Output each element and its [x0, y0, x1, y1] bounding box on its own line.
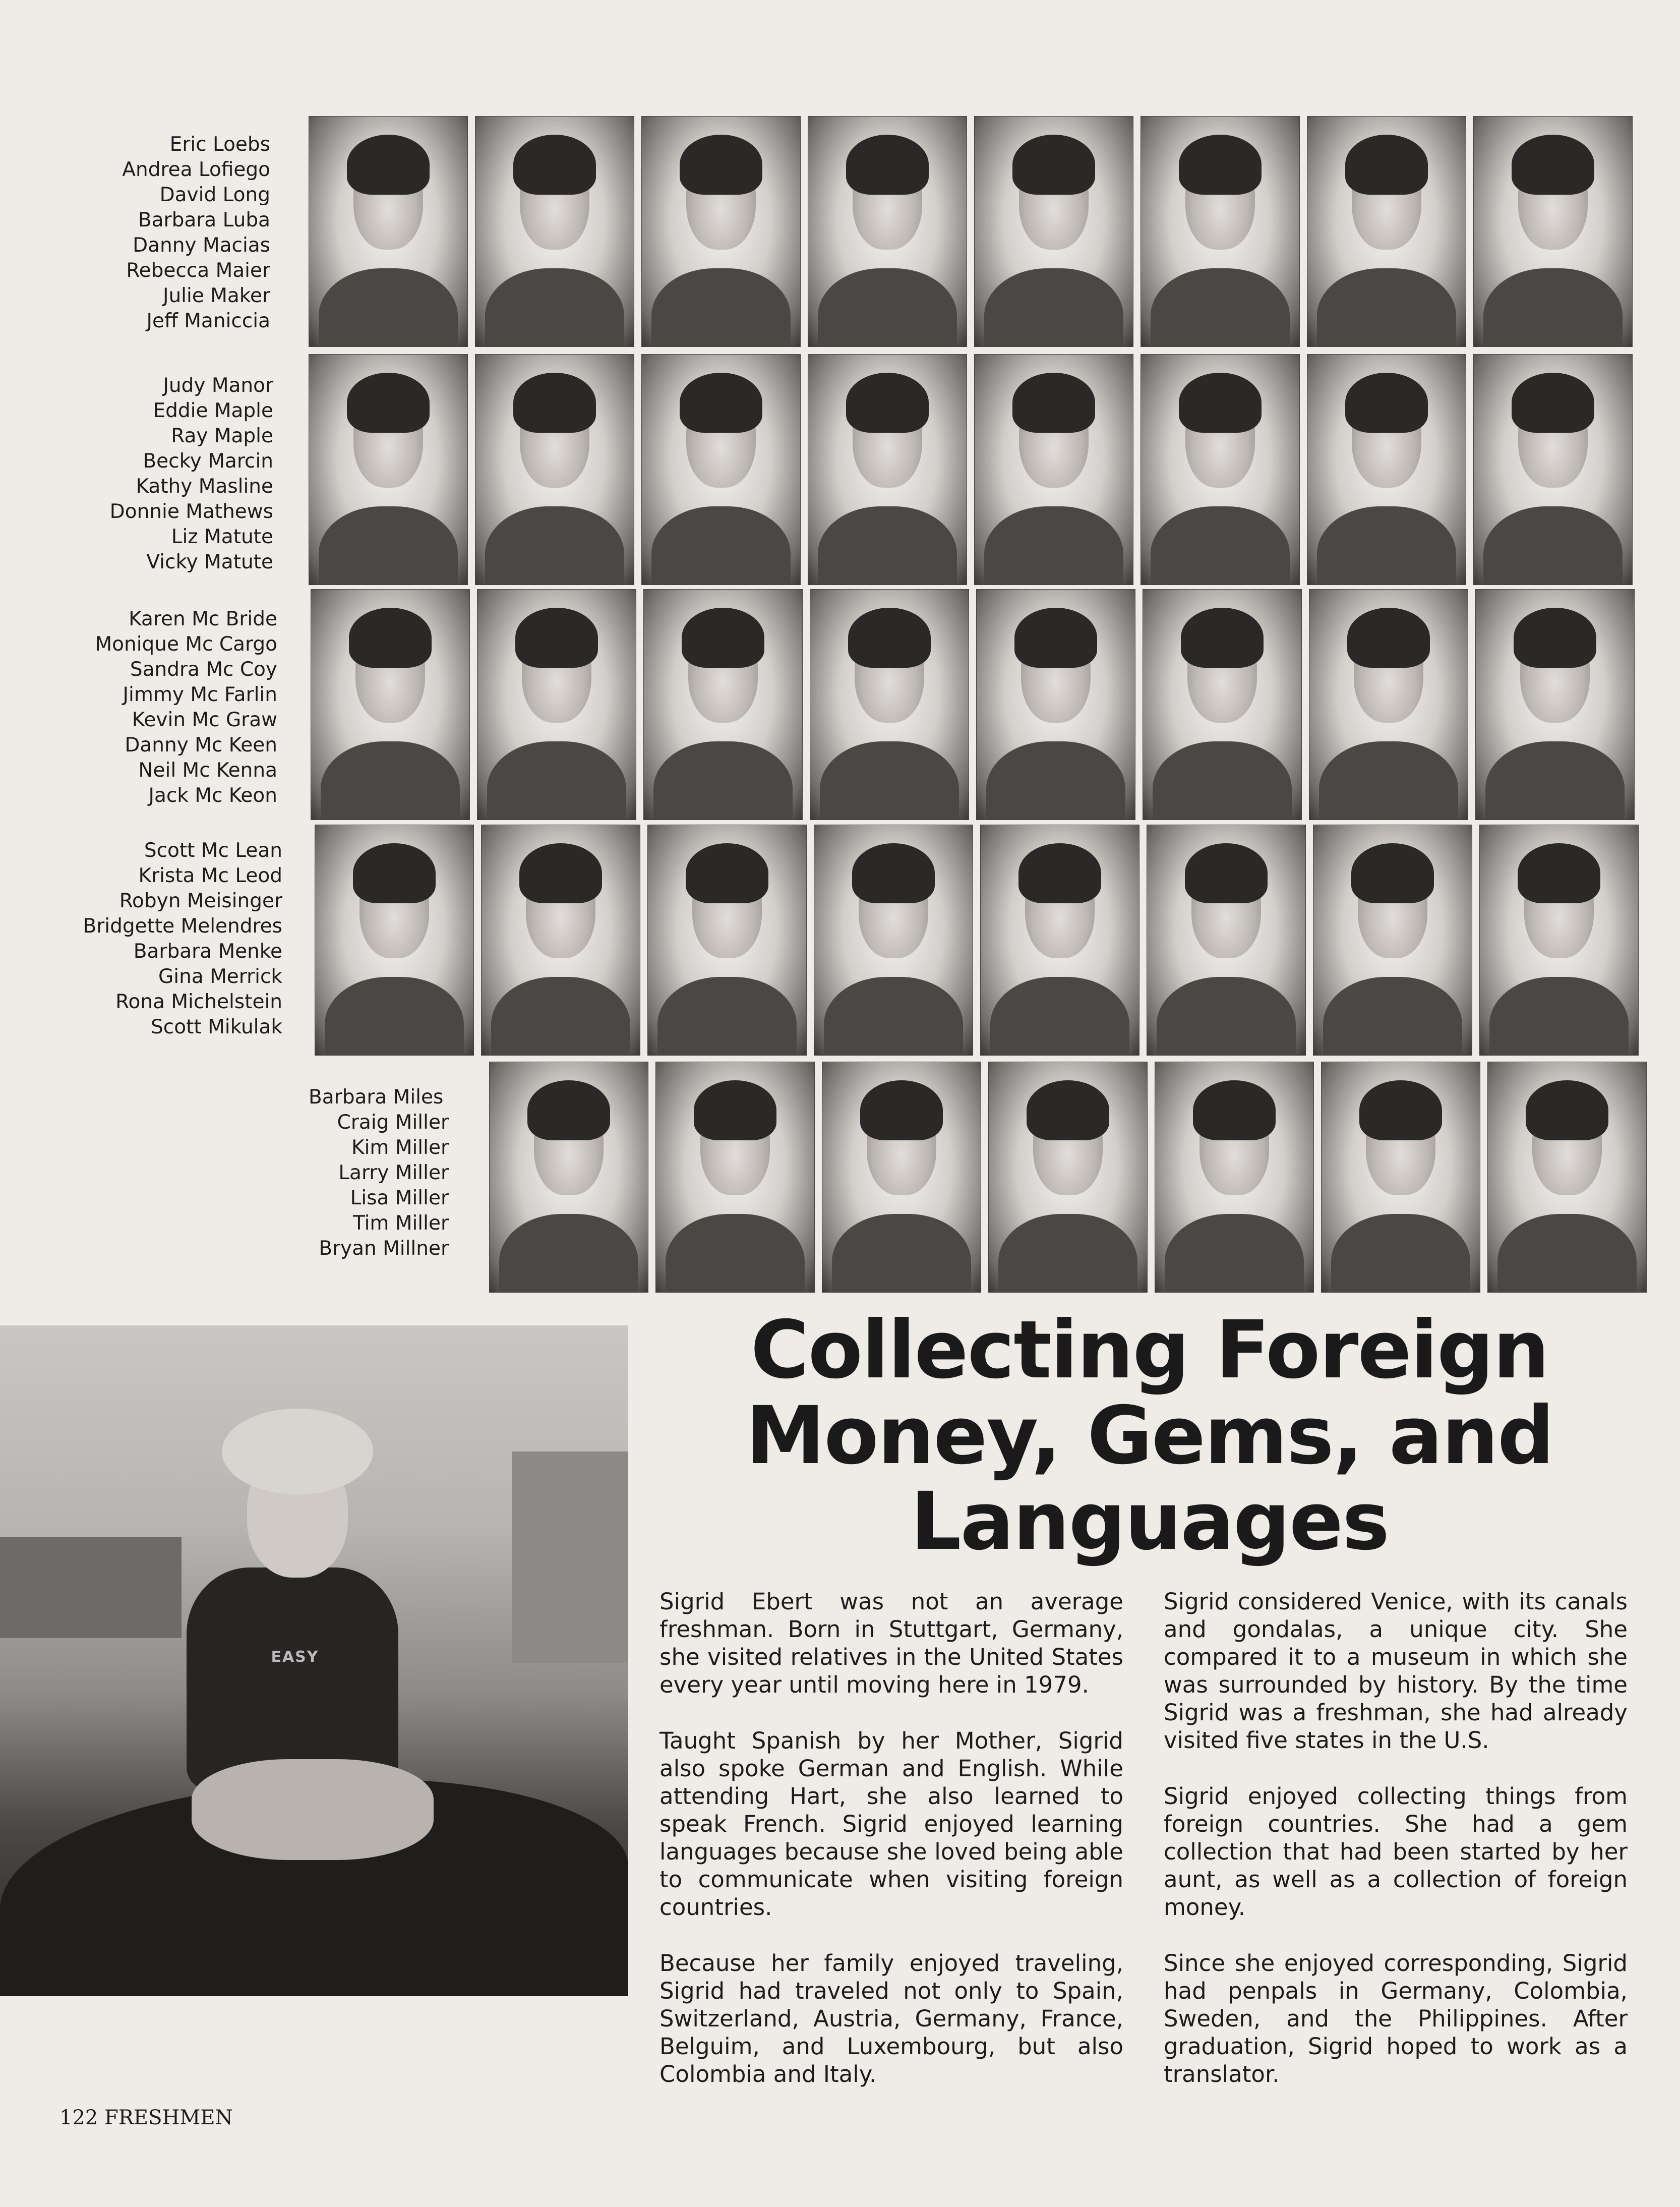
shirt [187, 1567, 398, 1789]
portrait-shoulders [818, 506, 957, 585]
portrait-hair [1018, 843, 1101, 903]
portrait-hair [519, 843, 602, 903]
portrait-shoulders [824, 977, 963, 1056]
name-list-row-3 [95, 607, 277, 808]
portrait-hair [515, 608, 597, 668]
student-name: Ray Maple [171, 425, 273, 447]
portrait-hair [1518, 843, 1600, 903]
student-name: Donnie Mathews [109, 500, 273, 523]
student-portrait [1155, 1062, 1314, 1293]
student-portrait [814, 825, 973, 1056]
portrait-shoulders [1157, 977, 1296, 1056]
student-name: Barbara Miles [309, 1086, 444, 1109]
portrait-hair [513, 135, 595, 195]
student-portrait [1479, 825, 1639, 1056]
portrait-hair [1359, 1080, 1442, 1140]
portrait-hair [846, 135, 928, 195]
portrait-shoulders [1483, 268, 1623, 347]
portrait-shoulders [832, 1214, 971, 1293]
student-portrait [477, 589, 636, 820]
portrait-hair [1345, 373, 1427, 433]
student-portrait [1475, 589, 1635, 820]
student-portrait [1307, 354, 1466, 585]
portrait-shoulders [485, 506, 624, 585]
portrait-shoulders [319, 506, 458, 585]
portrait-hair [1193, 1080, 1275, 1140]
portrait-shoulders [491, 977, 630, 1056]
feature-photo [0, 1325, 628, 1996]
paragraph: Sigrid considered Venice, with its canals and gondalas, a unique city. She compared it to a museum in which she was surrounded by history. By the time Sigrid was a freshman, she had already visited five states in the U.S. [1164, 1588, 1628, 1754]
student-portrait [309, 354, 468, 585]
article-column-2 [1164, 1588, 1628, 2116]
portrait-hair [694, 1080, 776, 1140]
student-name: Judy Manor [163, 374, 273, 397]
student-name: Sandra Mc Coy [130, 658, 277, 681]
student-name: Larry Miller [338, 1161, 449, 1184]
portrait-shoulders [1331, 1214, 1470, 1293]
portrait-hair [347, 135, 429, 195]
student-portrait [309, 116, 468, 347]
portrait-shoulders [651, 506, 791, 585]
student-name: Robyn Meisinger [119, 890, 282, 912]
student-portrait [475, 354, 634, 585]
student-name: Krista Mc Leod [138, 864, 282, 887]
student-name: Craig Miller [337, 1111, 449, 1134]
portrait-shoulders [485, 268, 624, 347]
student-name: Jeff Maniccia [146, 310, 270, 332]
portrait-shoulders [321, 741, 460, 820]
student-name: Barbara Menke [133, 940, 282, 963]
portrait-shoulders [984, 268, 1123, 347]
student-name: Danny Mc Keen [125, 734, 277, 757]
student-name: Rebecca Maier [126, 259, 270, 282]
portrait-hair [852, 843, 934, 903]
portrait-shoulders [1485, 741, 1625, 820]
student-name: Eric Loebs [169, 133, 270, 156]
student-name: Bryan Millner [319, 1237, 449, 1260]
portrait-shoulders [986, 741, 1125, 820]
student-name: Kathy Masline [136, 475, 273, 498]
portrait-hair [860, 1080, 942, 1140]
student-name: Julie Maker [162, 284, 270, 307]
portrait-hair [680, 135, 762, 195]
headline-line-2: Money, Gems, and [746, 1389, 1553, 1482]
portrait-hair [1012, 135, 1095, 195]
portrait-shoulders [998, 1214, 1137, 1293]
portrait-hair [1179, 135, 1261, 195]
student-portrait [1321, 1062, 1480, 1293]
student-portrait [974, 354, 1133, 585]
legs [192, 1759, 434, 1860]
student-portrait [655, 1062, 815, 1293]
student-portrait [315, 825, 474, 1056]
student-portrait [641, 116, 801, 347]
portrait-shoulders [499, 1214, 638, 1293]
portrait-shoulders [820, 741, 959, 820]
portrait-hair [1526, 1080, 1608, 1140]
student-portrait [1313, 825, 1472, 1056]
portrait-shoulders [1151, 268, 1290, 347]
paragraph: Since she enjoyed corresponding, Sigrid had penpals in Germany, Colombia, Sweden, and the Philippines. After graduation, Sigrid hoped to work as a translator. [1164, 1950, 1628, 2087]
portrait-shoulders [1153, 741, 1292, 820]
page-folio: 122 FRESHMEN [59, 2106, 233, 2129]
student-portrait [810, 589, 969, 820]
portrait-hair [682, 608, 764, 668]
portrait-shoulders [325, 977, 464, 1056]
portrait-shoulders [1165, 1214, 1304, 1293]
student-name: Gina Merrick [158, 965, 282, 988]
article-headline [655, 1304, 1644, 1568]
portrait-shoulders [653, 741, 793, 820]
portrait-shoulders [651, 268, 791, 347]
student-portrait [822, 1062, 981, 1293]
name-list-row-5 [309, 1085, 449, 1261]
portrait-hair [680, 373, 762, 433]
name-list-row-1 [122, 132, 270, 334]
student-portrait [489, 1062, 648, 1293]
portrait-hair [349, 608, 431, 668]
portrait-hair [1014, 608, 1097, 668]
paragraph: Taught Spanish by her Mother, Sigrid also spoke German and English. While attending Hart, she also learned to speak French. Sigrid enjoyed learning languages because she loved being able to communicate when visiting foreign countries. [659, 1727, 1123, 1921]
student-portrait [1143, 589, 1302, 820]
student-portrait [988, 1062, 1148, 1293]
portrait-hair [846, 373, 928, 433]
portrait-hair [1185, 843, 1267, 903]
portrait-shoulders [657, 977, 797, 1056]
student-name: Bridgette Melendres [83, 915, 282, 938]
student-name: Rona Michelstein [115, 991, 282, 1013]
portrait-hair [1345, 135, 1427, 195]
portrait-shoulders [487, 741, 626, 820]
portrait-hair [513, 373, 595, 433]
student-portrait [641, 354, 801, 585]
portrait-shoulders [1317, 268, 1456, 347]
student-name: Tim Miller [352, 1212, 449, 1235]
portrait-shoulders [1319, 741, 1458, 820]
name-list-row-2 [110, 373, 273, 575]
student-name: Neil Mc Kenna [138, 759, 277, 782]
student-name: Kevin Mc Graw [132, 709, 277, 731]
straw-hat [222, 1409, 373, 1494]
student-name: Monique Mc Cargo [95, 633, 277, 656]
student-name: Karen Mc Bride [129, 608, 277, 630]
student-name: Scott Mikulak [151, 1016, 282, 1038]
portrait-hair [1512, 373, 1594, 433]
student-portrait [974, 116, 1133, 347]
paragraph: Sigrid Ebert was not an average freshman. Born in Stuttgart, Germany, she visited relatives in the United States every year until moving here in 1979. [659, 1588, 1123, 1698]
portrait-shoulders [984, 506, 1123, 585]
student-portrait [643, 589, 803, 820]
student-name: Becky Marcin [143, 450, 273, 473]
student-name: Vicky Matute [146, 551, 273, 573]
student-name: Liz Matute [171, 526, 273, 548]
student-name: Andrea Lofiego [122, 158, 270, 181]
student-portrait [1309, 589, 1468, 820]
student-name: David Long [159, 184, 270, 206]
headline-line-3: Languages [910, 1475, 1389, 1568]
student-portrait [1487, 1062, 1647, 1293]
student-portrait [481, 825, 640, 1056]
name-list-row-4 [83, 838, 282, 1040]
student-portrait [980, 825, 1139, 1056]
student-portrait [1473, 116, 1633, 347]
student-portrait [1307, 116, 1466, 347]
student-name: Kim Miller [351, 1136, 449, 1159]
shirt-text: EASY [271, 1648, 319, 1666]
student-portrait [1147, 825, 1306, 1056]
portrait-hair [527, 1080, 610, 1140]
portrait-hair [1181, 608, 1263, 668]
student-name: Scott Mc Lean [144, 839, 282, 862]
portrait-hair [347, 373, 429, 433]
paragraph: Because her family enjoyed traveling, Sigrid had traveled not only to Spain, Switzerland, Austria, Germany, France, Belguim, and Luxembourg, but also Colombia and Italy. [659, 1950, 1123, 2087]
headline-line-1: Collecting Foreign [750, 1304, 1549, 1397]
portrait-hair [1012, 373, 1095, 433]
portrait-shoulders [818, 268, 957, 347]
portrait-shoulders [1489, 977, 1629, 1056]
student-portrait [1473, 354, 1633, 585]
portrait-hair [848, 608, 930, 668]
portrait-shoulders [1483, 506, 1623, 585]
portrait-shoulders [1151, 506, 1290, 585]
student-name: Jimmy Mc Farlin [123, 683, 277, 706]
portrait-hair [1351, 843, 1433, 903]
student-portrait [976, 589, 1135, 820]
student-portrait [475, 116, 634, 347]
student-name: Danny Macias [133, 234, 270, 257]
student-portrait [1141, 354, 1300, 585]
portrait-hair [1514, 608, 1596, 668]
portrait-shoulders [1497, 1214, 1637, 1293]
portrait-hair [686, 843, 768, 903]
student-name: Barbara Luba [138, 209, 270, 231]
portrait-hair [1027, 1080, 1109, 1140]
portrait-shoulders [1317, 506, 1456, 585]
student-name: Eddie Maple [153, 399, 273, 422]
portrait-hair [1347, 608, 1429, 668]
paragraph: Sigrid enjoyed collecting things from foreign countries. She had a gem collection that had been started by her aunt, as well as a collection of foreign money. [1164, 1783, 1628, 1921]
student-portrait [808, 116, 967, 347]
portrait-hair [1179, 373, 1261, 433]
portrait-shoulders [319, 268, 458, 347]
portrait-shoulders [666, 1214, 805, 1293]
student-name: Jack Mc Keon [148, 784, 277, 807]
portrait-shoulders [990, 977, 1129, 1056]
portrait-hair [1512, 135, 1594, 195]
student-portrait [1141, 116, 1300, 347]
article-column-1 [659, 1588, 1123, 2116]
student-portrait [647, 825, 807, 1056]
portrait-hair [353, 843, 435, 903]
ferry-boat [0, 1537, 182, 1638]
portrait-shoulders [1323, 977, 1462, 1056]
student-portrait [808, 354, 967, 585]
student-name: Lisa Miller [350, 1187, 449, 1209]
student-portrait [311, 589, 470, 820]
venice-buildings [512, 1451, 628, 1663]
